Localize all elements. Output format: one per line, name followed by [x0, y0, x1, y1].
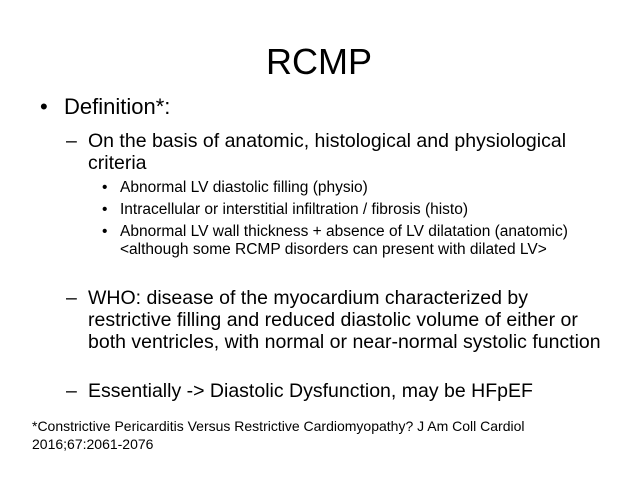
slide-title: RCMP [266, 41, 372, 82]
sub-bullet-diastolic-filling [102, 179, 587, 197]
bullet-text: Intracellular or interstitial infiltration / fibrosis (histo) [120, 201, 469, 218]
bullet-dot-icon: • [102, 223, 108, 240]
bullet-who [66, 287, 606, 353]
sub-bullet-infiltration [102, 201, 587, 219]
bullet-dash-icon: – [66, 380, 77, 402]
footnote-citation: *Constrictive Pericarditis Versus Restrictive Cardiomyopathy? J Am Coll Cardiol 2016;67:2061-2076 [32, 418, 525, 452]
bullet-dot-icon: • [102, 179, 108, 196]
bullet-dash-icon: – [66, 130, 77, 152]
bullet-text: Abnormal LV diastolic filling (physio) [120, 179, 368, 196]
bullet-dot-icon: • [102, 201, 108, 218]
bullet-text: Definition*: [64, 94, 171, 119]
bullet-definition [40, 93, 600, 120]
bullet-essentially [66, 380, 606, 402]
bullet-criteria [66, 130, 606, 174]
bullet-dot-icon: • [40, 94, 48, 119]
bullet-text: WHO: disease of the myocardium characterized by restrictive filling and reduced diastolic volume of either or both ventricles, with normal or near-normal systolic function [88, 287, 601, 353]
sub-bullet-wall-thickness [102, 223, 587, 259]
bullet-text: Abnormal LV wall thickness + absence of LV dilatation (anatomic) <although some RCMP disorders can present with dilated LV> [120, 223, 568, 258]
bullet-text: On the basis of anatomic, histological and physiological criteria [88, 130, 567, 174]
bullet-text: Essentially -> Diastolic Dysfunction, may be HFpEF [88, 380, 533, 402]
bullet-dash-icon: – [66, 287, 77, 309]
